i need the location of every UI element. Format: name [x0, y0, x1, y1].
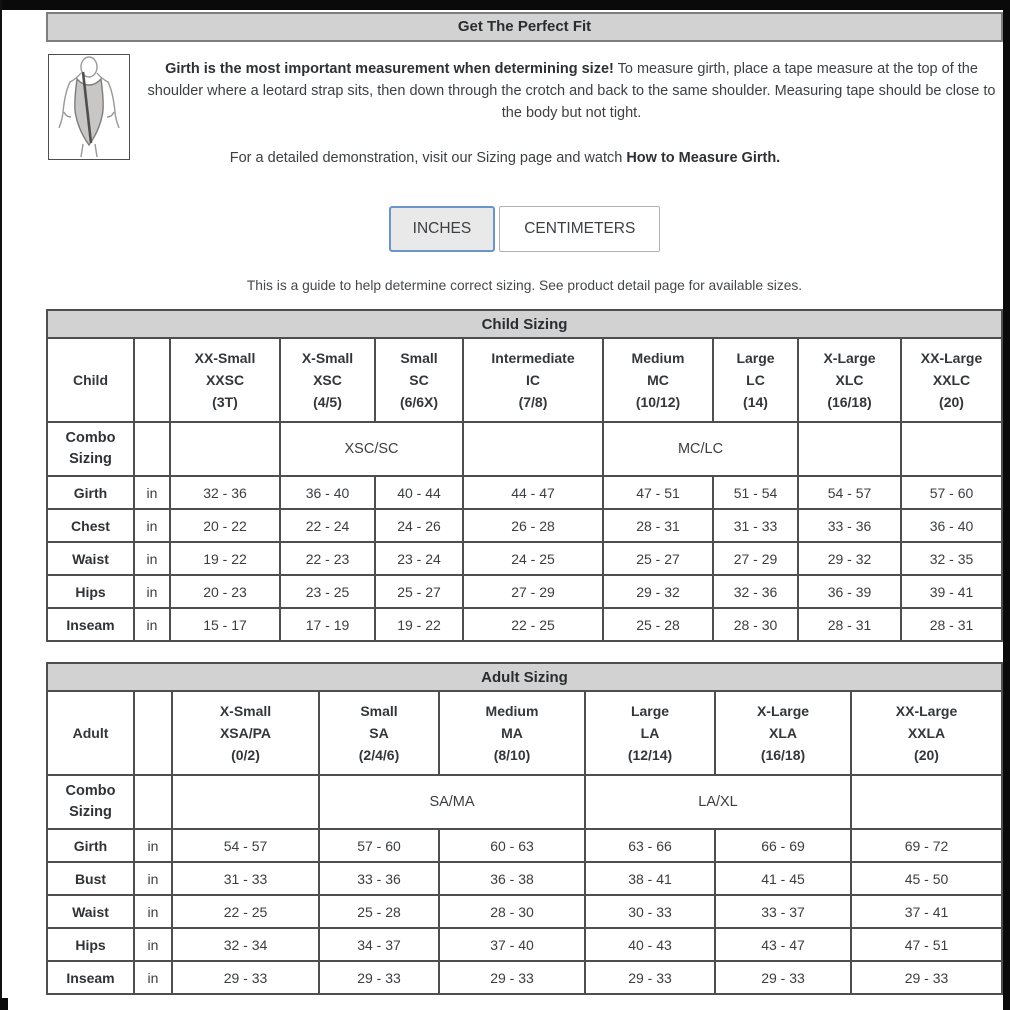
size-code: XSA/PA	[219, 725, 272, 741]
demo-note	[140, 150, 870, 166]
size-code: XLC	[835, 372, 864, 388]
unit-cell: in	[134, 928, 172, 961]
combo-group-cell: MC/LC	[603, 422, 798, 476]
size-value-cell: 32 - 35	[901, 542, 1002, 575]
size-range: (20)	[939, 394, 964, 410]
size-value-cell: 25 - 28	[603, 608, 713, 641]
combo-empty-cell	[851, 775, 1002, 829]
size-value-cell: 22 - 24	[280, 509, 375, 542]
table-row	[47, 862, 1002, 895]
size-value-cell: 27 - 29	[713, 542, 798, 575]
table-row	[47, 509, 1002, 542]
intro-section	[46, 54, 1003, 166]
combo-empty-cell	[170, 422, 280, 476]
table-row	[47, 961, 1002, 994]
size-value-cell: 28 - 31	[798, 608, 901, 641]
size-column-header	[713, 338, 798, 422]
size-column-header	[280, 338, 375, 422]
combo-empty-cell	[172, 775, 319, 829]
unit-column-header	[134, 338, 170, 422]
size-value-cell: 40 - 43	[585, 928, 715, 961]
size-code: XXLA	[907, 725, 946, 741]
combo-empty-cell	[798, 422, 901, 476]
measure-label-cell: Waist	[47, 895, 134, 928]
size-value-cell: 27 - 29	[463, 575, 603, 608]
size-name: Intermediate	[491, 350, 575, 366]
size-value-cell: 28 - 30	[439, 895, 585, 928]
size-range: (8/10)	[493, 747, 531, 763]
size-value-cell: 36 - 40	[280, 476, 375, 509]
combo-empty-cell	[134, 422, 170, 476]
size-column-header	[798, 338, 901, 422]
child-corner-label: Child	[47, 338, 134, 422]
size-value-cell: 29 - 33	[851, 961, 1002, 994]
size-value-cell: 29 - 33	[172, 961, 319, 994]
table-row	[47, 476, 1002, 509]
size-value-cell: 34 - 37	[319, 928, 439, 961]
size-value-cell: 24 - 26	[375, 509, 463, 542]
size-range: (6/6X)	[399, 394, 439, 410]
combo-sizing-label: Combo Sizing	[47, 775, 134, 829]
size-value-cell: 57 - 60	[901, 476, 1002, 509]
size-range: (2/4/6)	[358, 747, 400, 763]
measure-label-cell: Girth	[47, 829, 134, 862]
size-column-header	[901, 338, 1002, 422]
size-name: XX-Large	[920, 350, 983, 366]
combo-empty-cell	[901, 422, 1002, 476]
size-value-cell: 28 - 31	[901, 608, 1002, 641]
size-name: X-Large	[756, 703, 810, 719]
girth-instructions	[140, 54, 1003, 124]
size-value-cell: 45 - 50	[851, 862, 1002, 895]
size-value-cell: 28 - 31	[603, 509, 713, 542]
size-name: XX-Small	[194, 350, 256, 366]
size-value-cell: 22 - 25	[463, 608, 603, 641]
girth-instructions-body: To measure girth, place a tape measure at the top of the shoulder where a leotard strap sits, then down through the crotch and back to the same shoulder. Measuring tape should be close to the body but not tight.	[147, 61, 996, 121]
size-value-cell: 69 - 72	[851, 829, 1002, 862]
unit-cell: in	[134, 862, 172, 895]
size-name: XX-Large	[895, 703, 958, 719]
size-column-header	[603, 338, 713, 422]
size-value-cell: 26 - 28	[463, 509, 603, 542]
size-value-cell: 40 - 44	[375, 476, 463, 509]
intro-text-column	[130, 54, 1003, 166]
size-value-cell: 25 - 27	[375, 575, 463, 608]
size-value-cell: 28 - 30	[713, 608, 798, 641]
unit-cell: in	[134, 476, 170, 509]
size-value-cell: 25 - 27	[603, 542, 713, 575]
size-column-header	[375, 338, 463, 422]
size-value-cell: 54 - 57	[172, 829, 319, 862]
size-value-cell: 36 - 39	[798, 575, 901, 608]
child-table-title: Child Sizing	[47, 310, 1002, 338]
screenshot-top-border	[0, 0, 1010, 10]
size-value-cell: 22 - 25	[172, 895, 319, 928]
child-combo-row	[47, 422, 1002, 476]
size-value-cell: 47 - 51	[603, 476, 713, 509]
inches-button[interactable]: INCHES	[389, 206, 496, 252]
size-range: (12/14)	[627, 747, 673, 763]
combo-empty-cell	[463, 422, 603, 476]
screenshot-left-border	[0, 0, 2, 1010]
size-value-cell: 24 - 25	[463, 542, 603, 575]
combo-group-cell: SA/MA	[319, 775, 585, 829]
size-value-cell: 31 - 33	[172, 862, 319, 895]
sizing-guide-page	[46, 12, 1003, 995]
size-column-header	[851, 691, 1002, 775]
sizing-guide-note: This is a guide to help determine correct sizing. See product detail page for available sizes.	[246, 278, 803, 293]
size-value-cell: 39 - 41	[901, 575, 1002, 608]
size-name: X-Small	[219, 703, 272, 719]
unit-cell: in	[134, 542, 170, 575]
table-row	[47, 928, 1002, 961]
child-header-row	[47, 338, 1002, 422]
measure-label-cell: Inseam	[47, 961, 134, 994]
child-table-title-row	[47, 310, 1002, 338]
size-value-cell: 47 - 51	[851, 928, 1002, 961]
size-value-cell: 54 - 57	[798, 476, 901, 509]
size-range: (7/8)	[518, 394, 548, 410]
size-range: (10/12)	[635, 394, 681, 410]
size-column-header	[170, 338, 280, 422]
combo-group-cell: XSC/SC	[280, 422, 463, 476]
size-value-cell: 32 - 34	[172, 928, 319, 961]
size-value-cell: 29 - 33	[439, 961, 585, 994]
size-value-cell: 29 - 32	[798, 542, 901, 575]
demo-note-text: For a detailed demonstration, visit our Sizing page and watch	[229, 150, 627, 166]
measure-label-cell: Chest	[47, 509, 134, 542]
size-value-cell: 33 - 37	[715, 895, 851, 928]
size-value-cell: 33 - 36	[798, 509, 901, 542]
combo-group-cell: LA/XL	[585, 775, 851, 829]
size-code: XXLC	[932, 372, 971, 388]
size-range: (4/5)	[313, 394, 342, 410]
unit-cell: in	[134, 829, 172, 862]
table-row	[47, 895, 1002, 928]
size-range: (0/2)	[231, 747, 260, 763]
size-code: SA	[369, 725, 389, 741]
size-range: (14)	[743, 394, 768, 410]
size-name: Large	[736, 350, 775, 366]
size-value-cell: 32 - 36	[170, 476, 280, 509]
screenshot-corner-mark	[0, 998, 8, 1010]
combo-empty-cell	[134, 775, 172, 829]
size-name: X-Small	[301, 350, 354, 366]
size-value-cell: 17 - 19	[280, 608, 375, 641]
size-range: (3T)	[212, 394, 238, 410]
size-column-header	[463, 338, 603, 422]
child-sizing-table	[46, 309, 1003, 642]
unit-toggle	[46, 206, 1003, 252]
adult-corner-label: Adult	[47, 691, 134, 775]
demo-note-link-text: How to Measure Girth.	[626, 150, 781, 166]
size-value-cell: 57 - 60	[319, 829, 439, 862]
size-code: LA	[640, 725, 660, 741]
size-name: Medium	[631, 350, 685, 366]
size-value-cell: 41 - 45	[715, 862, 851, 895]
size-value-cell: 51 - 54	[713, 476, 798, 509]
size-code: MC	[647, 372, 669, 388]
size-value-cell: 66 - 69	[715, 829, 851, 862]
size-code: LC	[746, 372, 765, 388]
table-row	[47, 608, 1002, 641]
measure-label-cell: Bust	[47, 862, 134, 895]
size-name: Small	[360, 703, 398, 719]
size-column-header	[319, 691, 439, 775]
leotard-girth-diagram	[48, 54, 130, 160]
size-value-cell: 36 - 38	[439, 862, 585, 895]
centimeters-button[interactable]: CENTIMETERS	[499, 206, 660, 252]
size-value-cell: 29 - 33	[585, 961, 715, 994]
size-code: IC	[526, 372, 540, 388]
size-value-cell: 19 - 22	[375, 608, 463, 641]
size-column-header	[715, 691, 851, 775]
size-code: SC	[409, 372, 429, 388]
table-row	[47, 575, 1002, 608]
measure-label-cell: Girth	[47, 476, 134, 509]
size-value-cell: 29 - 33	[715, 961, 851, 994]
table-row	[47, 542, 1002, 575]
size-column-header	[172, 691, 319, 775]
size-value-cell: 29 - 33	[319, 961, 439, 994]
unit-cell: in	[134, 509, 170, 542]
size-value-cell: 15 - 17	[170, 608, 280, 641]
size-value-cell: 23 - 24	[375, 542, 463, 575]
size-name: Large	[630, 703, 670, 719]
combo-sizing-label: Combo Sizing	[47, 422, 134, 476]
size-range: (16/18)	[827, 394, 872, 410]
size-value-cell: 19 - 22	[170, 542, 280, 575]
screenshot-right-border	[1003, 0, 1010, 1010]
size-name: Small	[400, 350, 438, 366]
size-value-cell: 32 - 36	[713, 575, 798, 608]
table-row	[47, 829, 1002, 862]
size-value-cell: 20 - 22	[170, 509, 280, 542]
size-value-cell: 29 - 32	[603, 575, 713, 608]
size-value-cell: 38 - 41	[585, 862, 715, 895]
size-value-cell: 63 - 66	[585, 829, 715, 862]
size-range: (20)	[914, 747, 939, 763]
adult-table-title-row	[47, 663, 1002, 691]
size-value-cell: 60 - 63	[439, 829, 585, 862]
size-value-cell: 20 - 23	[170, 575, 280, 608]
leotard-figure-icon	[50, 56, 128, 158]
measure-label-cell: Inseam	[47, 608, 134, 641]
size-value-cell: 30 - 33	[585, 895, 715, 928]
size-value-cell: 37 - 40	[439, 928, 585, 961]
size-value-cell: 36 - 40	[901, 509, 1002, 542]
size-value-cell: 23 - 25	[280, 575, 375, 608]
size-code: XLA	[769, 725, 797, 741]
size-value-cell: 22 - 23	[280, 542, 375, 575]
unit-cell: in	[134, 608, 170, 641]
unit-cell: in	[134, 895, 172, 928]
size-value-cell: 25 - 28	[319, 895, 439, 928]
adult-header-row	[47, 691, 1002, 775]
size-column-header	[585, 691, 715, 775]
size-value-cell: 44 - 47	[463, 476, 603, 509]
size-code: XXSC	[205, 372, 245, 388]
adult-combo-row	[47, 775, 1002, 829]
page-title: Get The Perfect Fit	[46, 12, 1003, 42]
adult-table-title: Adult Sizing	[47, 663, 1002, 691]
girth-instructions-lead: Girth is the most important measurement when determining size!	[165, 61, 614, 77]
size-code: MA	[501, 725, 523, 741]
measure-label-cell: Hips	[47, 575, 134, 608]
unit-cell: in	[134, 961, 172, 994]
size-value-cell: 31 - 33	[713, 509, 798, 542]
measure-label-cell: Hips	[47, 928, 134, 961]
size-value-cell: 43 - 47	[715, 928, 851, 961]
size-column-header	[439, 691, 585, 775]
size-name: Medium	[485, 703, 539, 719]
measure-label-cell: Waist	[47, 542, 134, 575]
adult-sizing-table	[46, 662, 1003, 995]
size-value-cell: 37 - 41	[851, 895, 1002, 928]
size-code: XSC	[313, 372, 342, 388]
size-range: (16/18)	[760, 747, 806, 763]
size-name: X-Large	[823, 350, 876, 366]
unit-cell: in	[134, 575, 170, 608]
size-value-cell: 33 - 36	[319, 862, 439, 895]
unit-column-header	[134, 691, 172, 775]
